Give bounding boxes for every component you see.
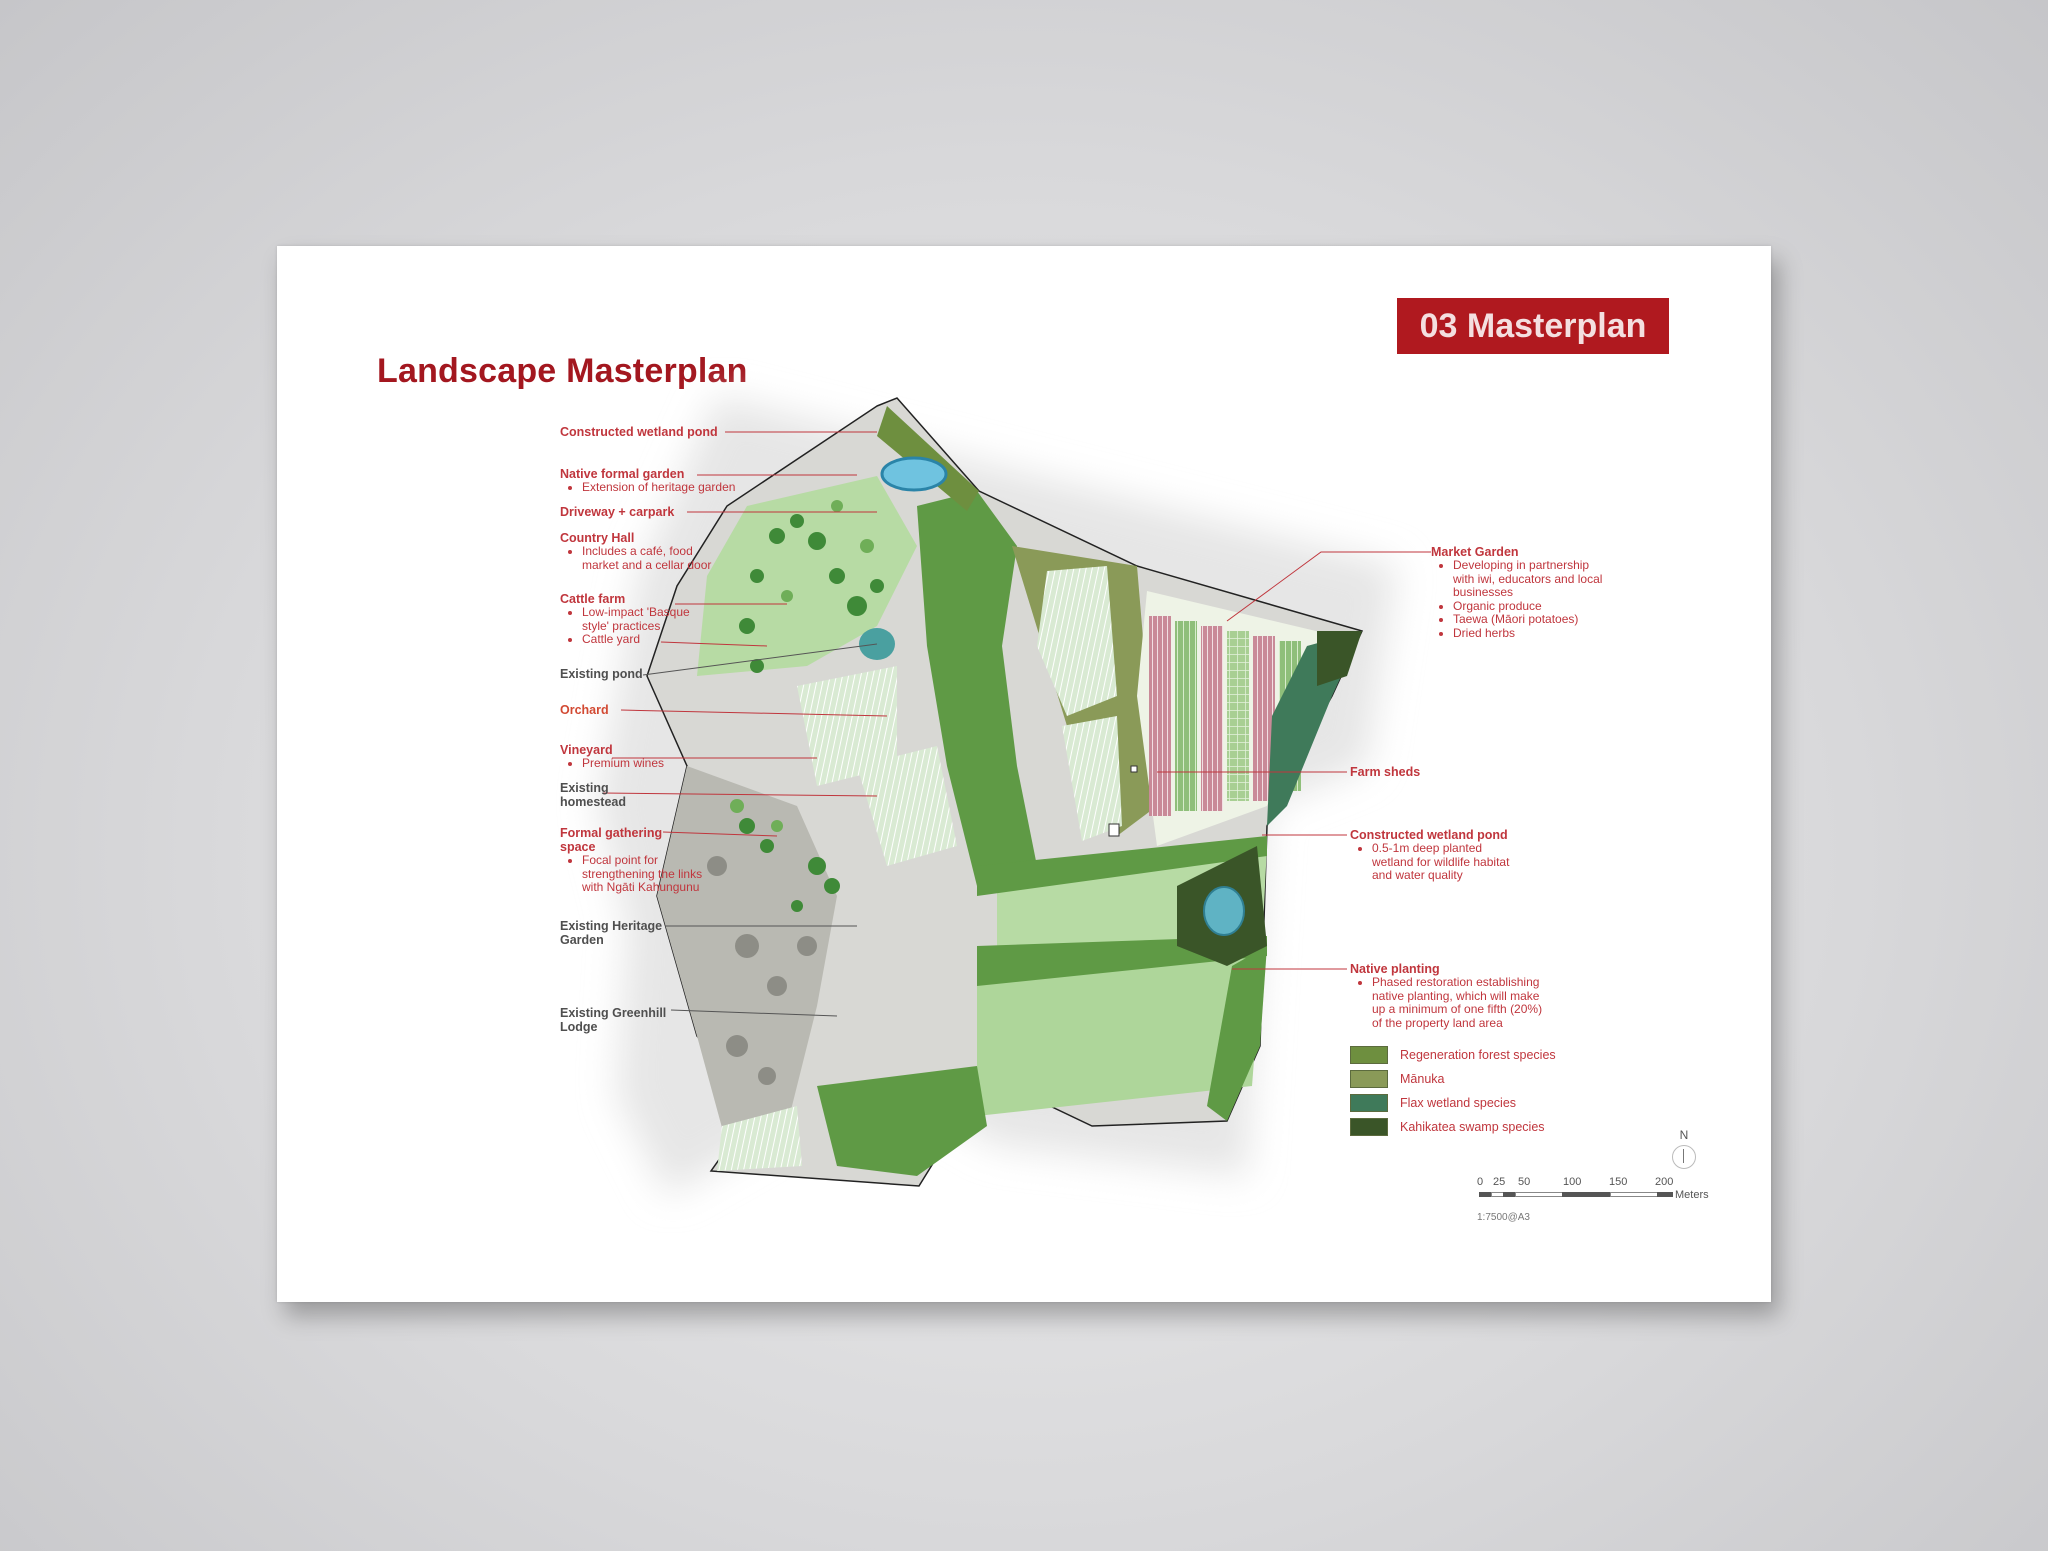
constructed-wetland-pond-east — [1204, 887, 1244, 935]
legend-item: Regeneration forest species — [1350, 1043, 1556, 1067]
masterplan-sheet — [277, 246, 1771, 1302]
north-arrow-icon: N — [1667, 1128, 1701, 1169]
legend-swatch — [1350, 1070, 1388, 1088]
label-farm-sheds: Farm sheds — [1350, 765, 1421, 779]
farm-shed — [1109, 824, 1119, 836]
label-cattle-farm: Cattle farm • Low-impact 'Basque style' practices • Cattle yard — [560, 592, 710, 647]
label-constructed-wetland-pond-east: Constructed wetland pond • 0.5-1m deep planted wetland for wildlife habitat and water quality — [1350, 828, 1520, 883]
planting-legend — [1350, 1043, 1556, 1139]
label-existing-homestead: Existing homestead — [560, 781, 626, 809]
label-market-garden: Market Garden • Developing in partnership with iwi, educators and local businesses • Organic produce • Taewa (Māori potatoes) • Dried herbs — [1431, 545, 1606, 640]
label-native-planting: Native planting • Phased restoration establishing native planting, which will make up a minimum of one fifth (20%) of the property land area — [1350, 962, 1550, 1030]
section-badge: 03 Masterplan — [1397, 298, 1669, 354]
legend-swatch — [1350, 1094, 1388, 1112]
legend-item: Kahikatea swamp species — [1350, 1115, 1556, 1139]
legend-item: Flax wetland species — [1350, 1091, 1556, 1115]
legend-item: Mānuka — [1350, 1067, 1556, 1091]
garden-strip — [1175, 621, 1197, 811]
site-plan-map — [277, 246, 1771, 1302]
page-title: Landscape Masterplan — [377, 352, 748, 390]
label-existing-greenhill-lodge: Existing Greenhill Lodge — [560, 1006, 667, 1034]
label-existing-pond: Existing pond — [560, 667, 643, 681]
label-formal-gathering-space: Formal gathering space • Focal point for strengthening the links with Ngāti Kahungunu — [560, 826, 700, 895]
scale-bar: 0 25 50 100 150 200 Meters 1:7500@A3 — [1477, 1176, 1709, 1223]
label-driveway-carpark: Driveway + carpark — [560, 505, 675, 519]
legend-swatch — [1350, 1118, 1388, 1136]
label-constructed-wetland-pond-north: Constructed wetland pond — [560, 425, 718, 439]
garden-strip — [1201, 626, 1223, 811]
label-vineyard: Vineyard • Premium wines — [560, 743, 664, 771]
garden-strip — [1149, 616, 1171, 816]
farm-shed — [1131, 766, 1137, 772]
constructed-wetland-pond-north — [882, 458, 946, 490]
garden-strip — [1227, 631, 1249, 801]
legend-swatch — [1350, 1046, 1388, 1064]
label-native-formal-garden: Native formal garden • Extension of heritage garden — [560, 467, 735, 495]
label-orchard: Orchard — [560, 703, 609, 717]
label-country-hall: Country Hall • Includes a café, food market and a cellar door — [560, 531, 730, 572]
label-existing-heritage-garden: Existing Heritage Garden — [560, 919, 663, 947]
